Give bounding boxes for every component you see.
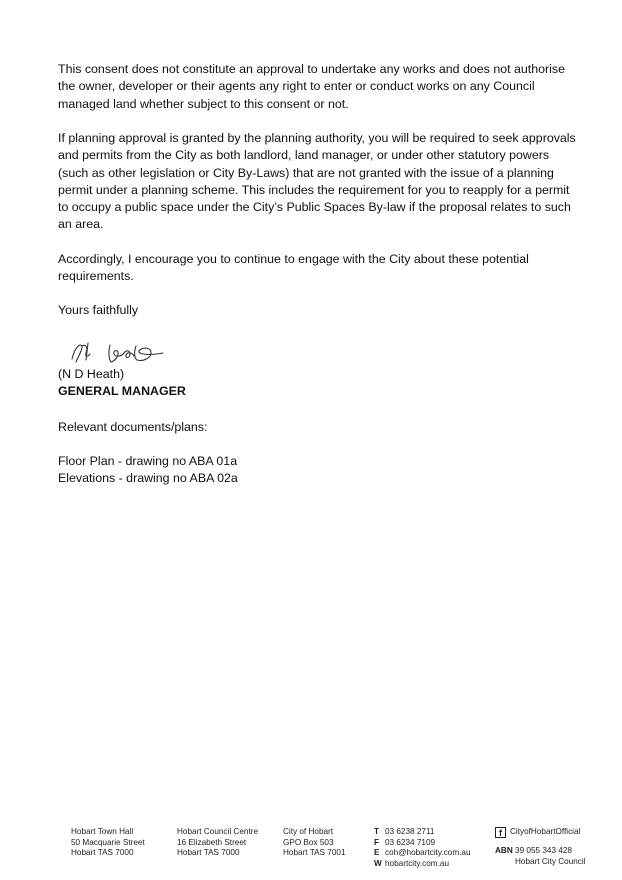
footer-phone: T 03 6238 2711 xyxy=(374,827,435,836)
closing-salutation: Yours faithfully xyxy=(58,303,139,317)
footer-email-link[interactable]: E coh@hobartcity.com.au xyxy=(374,848,471,858)
footer-abn: ABN 39 055 343 428 xyxy=(495,846,572,855)
footer-address-line: 50 Macquarie Street xyxy=(71,837,145,847)
footer-fax: F 03 6234 7109 xyxy=(374,837,436,847)
footer-postal-address xyxy=(283,827,346,859)
documents-heading: Relevant documents/plans: xyxy=(58,420,208,434)
footer-address-line: Hobart TAS 7000 xyxy=(71,848,134,858)
document-item-elevations: Elevations - drawing no ABA 02a xyxy=(58,471,238,486)
document-item-floor-plan: Floor Plan - drawing no ABA 01a xyxy=(58,454,238,468)
body-paragraph-approvals: If planning approval is granted by the planning authority, you will be required to seek approvals and permits from the City as both landlord, land manager, or under other statutory powers (such as other legislation or City By-Laws) that are not granted with the issue of a planning permit under a planning scheme. This includes the requirement for you to reapply for a permit to occupy a public space under the City’s Public Spaces By-law if the proposal relates to such an area. xyxy=(58,131,576,232)
footer-address-line: 16 Elizabeth Street xyxy=(177,837,247,847)
footer-address-line: GPO Box 503 xyxy=(283,837,334,847)
documents-list xyxy=(58,453,578,488)
signatory-title: GENERAL MANAGER xyxy=(58,384,186,398)
footer-contact-details xyxy=(374,827,471,869)
footer-town-hall-address xyxy=(71,827,145,859)
footer-social-abn xyxy=(495,827,586,867)
footer-abn-entity: Hobart City Council xyxy=(515,856,586,866)
footer-address-line: City of Hobart xyxy=(283,827,334,836)
facebook-handle: CityofHobartOfficial xyxy=(510,827,581,837)
footer-address-line: Hobart Council Centre xyxy=(177,827,259,836)
footer-facebook-link[interactable] xyxy=(495,827,586,838)
facebook-icon: f xyxy=(495,827,506,838)
handwritten-signature xyxy=(66,335,176,369)
footer-address-line: Hobart TAS 7000 xyxy=(177,848,240,858)
body-paragraph-engage: Accordingly, I encourage you to continue to engage with the City about these potential requirements. xyxy=(58,252,529,284)
footer-council-centre-address xyxy=(177,827,258,859)
footer-website-link[interactable]: W hobartcity.com.au xyxy=(374,858,450,868)
footer-address-line: Hobart TAS 7001 xyxy=(283,848,346,858)
body-paragraph-consent: This consent does not constitute an approval to undertake any works and does not authorise the owner, developer or their agents any right to enter or conduct works on any Council managed land whether subject to this consent or not. xyxy=(58,62,565,111)
footer-address-line: Hobart Town Hall xyxy=(71,827,134,836)
signatory-name: (N D Heath) xyxy=(58,367,125,381)
